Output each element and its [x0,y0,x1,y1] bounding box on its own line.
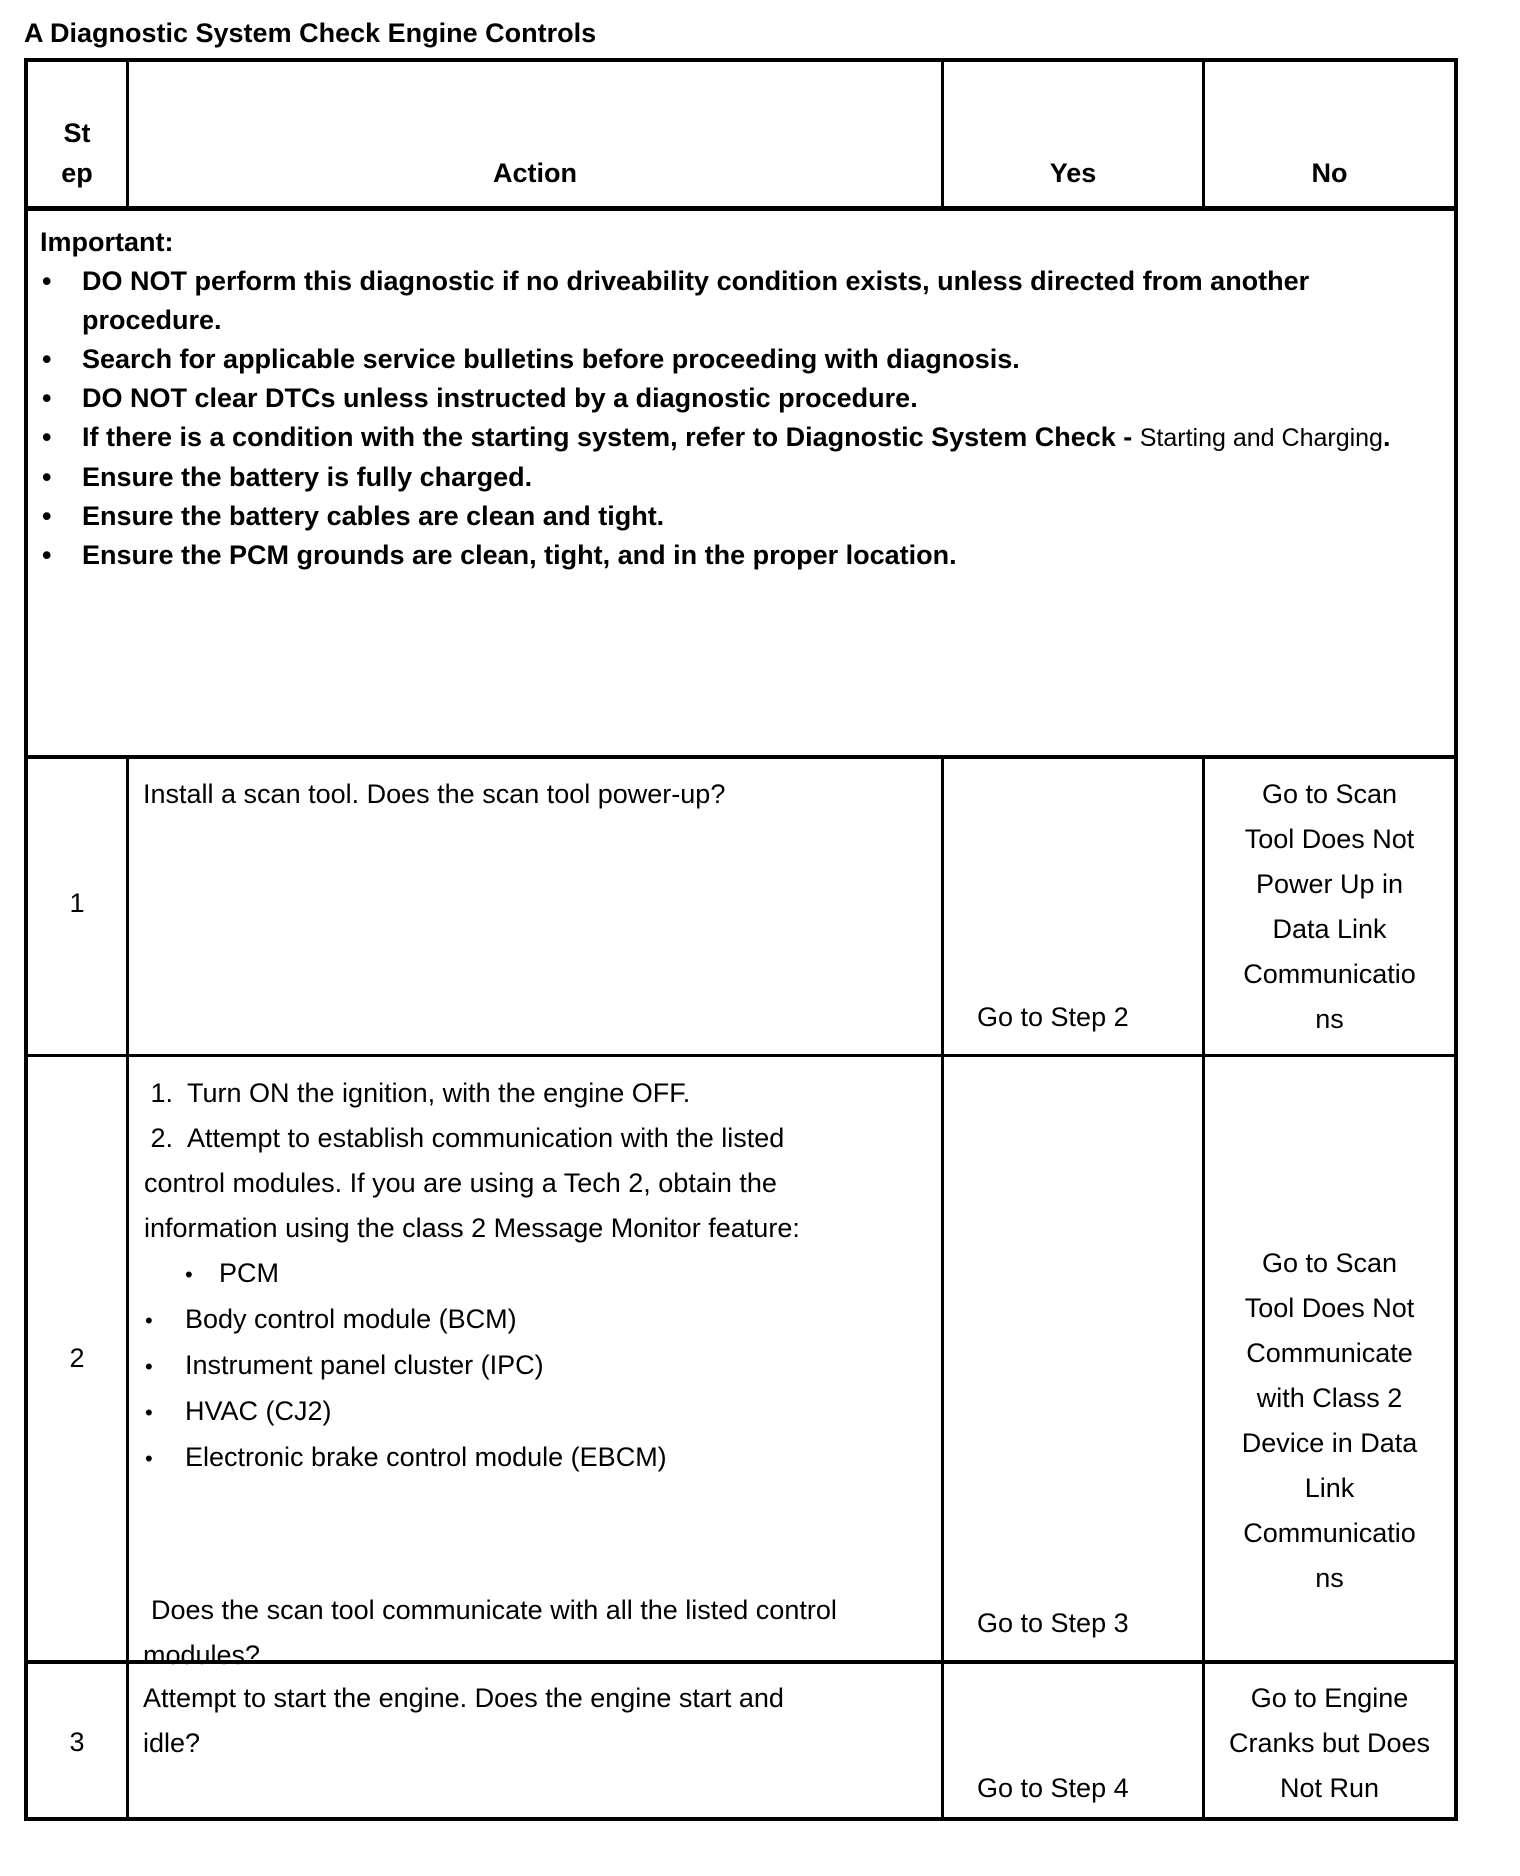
important-item [40,497,1445,536]
header-action: Action [493,158,577,188]
question-line: modules? [143,1640,261,1670]
step-number: 2 [69,1343,85,1373]
step-action [141,1071,936,1481]
no-result[interactable] [1205,1676,1454,1811]
step-action: Install a scan tool. Does the scan tool power-up? [143,779,726,809]
important-item-text: DO NOT clear DTCs unless instructed by a diagnostic procedure. [82,383,918,413]
step-action [143,1676,933,1766]
numbered-step [141,1071,936,1116]
sub-bullet-item [141,1251,936,1297]
no-line: Power Up in [1255,869,1404,899]
step-number: 3 [69,1727,85,1757]
important-item [40,379,1445,418]
bullet-icon: • [145,1400,153,1425]
bullet-icon: • [145,1308,153,1333]
important-item [40,458,1445,497]
action-line: idle? [143,1728,201,1758]
yes-link[interactable]: Go to Step 4 [977,1773,1129,1803]
important-item-text: Search for applicable service bulletins before proceeding with diagnosis. [82,344,1020,374]
important-item [40,418,1445,458]
bullet-icon: • [42,344,52,374]
no-line: ns [1315,1004,1344,1034]
sub-bullet-text: PCM [219,1258,279,1288]
important-heading: Important: [40,227,174,257]
no-line: Data Link [1272,914,1387,944]
no-line: Not Run [1279,1773,1380,1803]
step-text: Attempt to establish communication with the listed [187,1123,785,1153]
bullet-icon: • [42,462,52,492]
bullet-icon: • [42,540,52,570]
bullet-text: HVAC (CJ2) [185,1396,332,1426]
bullet-item [141,1435,936,1481]
no-line: Go to Engine [1250,1683,1409,1713]
bullet-item [141,1389,936,1435]
important-divider [24,755,1458,759]
yes-link[interactable]: Go to Step 2 [977,1002,1129,1032]
important-item [40,340,1445,379]
header-step-line2: ep [61,158,93,188]
bullet-text: Electronic brake control module (EBCM) [185,1442,667,1472]
header-no: No [1311,158,1348,188]
bullet-icon: • [185,1262,193,1287]
diagnostic-table [24,58,1458,1821]
step-index: 2. [150,1123,173,1153]
table-border-bottom [24,1817,1458,1821]
important-item [40,536,1445,575]
action-line: Attempt to start the engine. Does the engine start and [143,1683,784,1713]
bullet-item [141,1343,936,1389]
no-line: Tool Does Not [1244,1293,1415,1323]
important-item-suffix: . [1382,422,1391,452]
bullet-icon: • [145,1446,153,1471]
header-step [28,113,126,193]
bullet-icon: • [42,266,52,296]
no-line: Communicate [1246,1338,1413,1368]
no-line: with Class 2 [1256,1383,1403,1413]
table-border-left [24,58,28,1821]
bullet-icon: • [145,1354,153,1379]
action-line: information using the class 2 Message Monitor feature: [144,1213,800,1243]
no-line: Communicatio [1243,959,1416,989]
document-title: A Diagnostic System Check Engine Controls [24,18,597,48]
no-line: Cranks but Does [1228,1728,1431,1758]
no-line: Device in Data [1241,1428,1418,1458]
no-line: Go to Scan [1261,1248,1398,1278]
table-border-top [24,58,1458,62]
bullet-icon: • [42,422,52,452]
yes-link[interactable]: Go to Step 3 [977,1608,1129,1638]
step-index: 1. [150,1078,173,1108]
header-step-line1: St [63,118,91,148]
bullet-icon: • [42,383,52,413]
step-text: Turn ON the ignition, with the engine OFF. [187,1078,691,1108]
no-line: Go to Scan [1261,779,1398,809]
step-number: 1 [69,888,85,918]
important-item-text: Ensure the battery cables are clean and tight. [82,501,665,531]
no-line: Link [1304,1473,1355,1503]
no-line: ns [1315,1563,1344,1593]
important-note [40,223,1445,575]
bullet-item [141,1297,936,1343]
row-divider-1 [24,1054,1458,1057]
important-item-text: Ensure the PCM grounds are clean, tight, and in the proper location. [82,540,957,570]
action-line: control modules. If you are using a Tech 2, obtain the [144,1168,777,1198]
header-yes: Yes [1049,158,1097,188]
important-item-text: Ensure the battery is fully charged. [82,462,533,492]
bullet-icon: • [42,501,52,531]
important-item [40,262,1445,340]
bullet-text: Body control module (BCM) [185,1304,517,1334]
table-border-right [1454,58,1458,1821]
no-result[interactable] [1205,1241,1454,1601]
bullet-text: Instrument panel cluster (IPC) [185,1350,544,1380]
numbered-step [141,1116,936,1161]
question-line: Does the scan tool communicate with all the listed control [151,1595,837,1625]
starting-charging-link[interactable]: Starting and Charging [1139,424,1383,452]
important-item-text: If there is a condition with the starting system, refer to Diagnostic System Check - [82,422,1133,452]
step-question [143,1588,938,1678]
no-line: Communicatio [1243,1518,1416,1548]
important-item-text: DO NOT perform this diagnostic if no driveability condition exists, unless directed from another procedure. [82,266,1310,335]
no-line: Tool Does Not [1244,824,1415,854]
header-divider [24,206,1458,211]
no-result[interactable] [1205,772,1454,1042]
